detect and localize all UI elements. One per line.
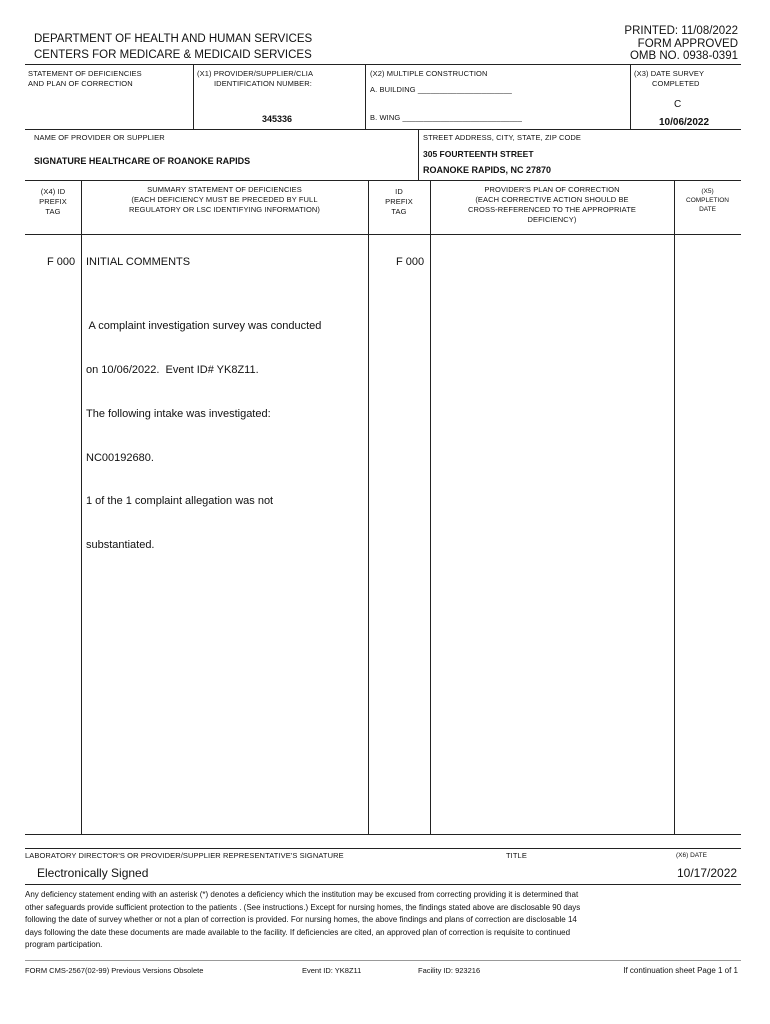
provider-row-bottom-line (25, 180, 741, 181)
summary-header-line: SUMMARY STATEMENT OF DEFICIENCIES (147, 185, 302, 194)
x4-header (25, 187, 81, 217)
provider-name-label: NAME OF PROVIDER OR SUPPLIER (34, 133, 165, 142)
provider-name: SIGNATURE HEALTHCARE OF ROANOKE RAPIDS (34, 156, 251, 166)
x2-label: (X2) MULTIPLE CONSTRUCTION (370, 69, 488, 78)
x1-label-2: IDENTIFICATION NUMBER: (214, 79, 312, 88)
date-label: (X6) DATE (676, 852, 707, 859)
divider-x1 (193, 64, 194, 129)
form-id: FORM CMS-2567(02-99) Previous Versions Obsolete (25, 966, 204, 975)
column-divider-2 (368, 180, 369, 835)
city-state-zip: ROANOKE RAPIDS, NC 27870 (423, 165, 552, 175)
statement-label-1: STATEMENT OF DEFICIENCIES (28, 69, 142, 78)
id-header-line: ID (395, 187, 403, 196)
signature-date: 10/17/2022 (677, 866, 738, 880)
x3-label-2: COMPLETED (652, 79, 700, 88)
column-divider-1 (81, 180, 82, 835)
plan-header-line: PROVIDER'S PLAN OF CORRECTION (484, 185, 620, 194)
signature-bottom-line (25, 884, 741, 885)
entry-line: A complaint investigation survey was conducted (86, 320, 322, 333)
disclaimer-line: program participation. (25, 940, 103, 949)
omb-number: OMB NO. 0938-0391 (629, 50, 738, 62)
table-bottom-line (25, 834, 741, 835)
top-border (25, 64, 741, 65)
survey-code: C (674, 99, 682, 110)
plan-header (430, 185, 674, 225)
entry-line: substantiated. (86, 539, 155, 552)
printed-date: PRINTED: 11/08/2022 (624, 25, 738, 37)
x3-label: (X3) DATE SURVEY (634, 69, 705, 78)
event-id: Event ID: YK8Z11 (302, 966, 362, 975)
x4-header-line: PREFIX (39, 197, 67, 206)
disclaimer-line: Any deficiency statement ending with an asterisk (*) denotes a deficiency which the institution may be excused from correcting providing it is determined that (25, 890, 579, 899)
x4-header-line: TAG (45, 207, 61, 216)
x5-header-line: COMPLETION (686, 197, 729, 204)
summary-header-line: (EACH DEFICIENCY MUST BE PRECEDED BY FULL (131, 195, 318, 204)
title-label: TITLE (506, 851, 527, 860)
disclaimer (25, 889, 741, 952)
x5-header (674, 187, 741, 214)
facility-id: Facility ID: 923216 (418, 966, 481, 975)
wing-field: B. WING ____________________________ (370, 113, 523, 122)
centers-title: CENTERS FOR MEDICARE & MEDICAID SERVICES (34, 49, 312, 61)
deficiency-tag-left: F 000 (47, 256, 76, 268)
divider-provider-address (418, 129, 419, 180)
footer-line (25, 960, 741, 961)
entry-line: 1 of the 1 complaint allegation was not (86, 495, 274, 508)
statement-label-2: AND PLAN OF CORRECTION (28, 79, 133, 88)
provider-id-number: 345336 (262, 114, 293, 124)
disclaimer-line: other safeguards provide sufficient protection to the patients . (See instructions.) Except for nursing homes, the findings stated above are disclosable 90 days (25, 902, 581, 912)
disclaimer-line: days following the date these documents are made available to the facility. If deficiencies are cited, an approved plan of correction is requisite to continued (25, 927, 571, 937)
disclaimer-line: following the date of survey whether or not a plan of correction is provided. For nursing homes, the above findings and plans of correction are disclosable 14 (25, 915, 577, 924)
entry-body (86, 290, 321, 567)
signature-label: LABORATORY DIRECTOR'S OR PROVIDER/SUPPLIER REPRESENTATIVE'S SIGNATURE (25, 851, 344, 860)
page-indicator: If continuation sheet Page 1 of 1 (623, 966, 738, 975)
address-label: STREET ADDRESS, CITY, STATE, ZIP CODE (423, 133, 582, 142)
plan-header-line: DEFICIENCY) (527, 215, 577, 224)
survey-completed-date: 10/06/2022 (659, 117, 710, 128)
column-header-bottom-line (25, 234, 741, 235)
department-title: DEPARTMENT OF HEALTH AND HUMAN SERVICES (34, 33, 313, 45)
signature-top-line (25, 848, 741, 849)
plan-header-line: (EACH CORRECTIVE ACTION SHOULD BE (475, 195, 629, 204)
building-field: A. BUILDING ______________________ (370, 85, 512, 94)
summary-header (81, 185, 368, 215)
x5-header-line: (X5) (701, 188, 714, 195)
divider-x3 (630, 64, 631, 129)
summary-header-line: REGULATORY OR LSC IDENTIFYING INFORMATION) (128, 205, 321, 214)
top-box-bottom-line (25, 129, 741, 130)
id-header-line: PREFIX (385, 197, 413, 206)
street-address: 305 FOURTEENTH STREET (423, 149, 534, 159)
x1-label: (X1) PROVIDER/SUPPLIER/CLIA (197, 69, 314, 78)
column-divider-3 (430, 180, 431, 835)
entry-title: INITIAL COMMENTS (86, 256, 191, 268)
deficiency-tag-right: F 000 (396, 256, 425, 268)
signature-value: Electronically Signed (37, 866, 149, 880)
divider-x2 (365, 64, 366, 129)
plan-header-line: CROSS-REFERENCED TO THE APPROPRIATE (468, 205, 636, 214)
x4-header-line: (X4) ID (40, 187, 66, 196)
entry-line: NC00192680. (86, 451, 154, 464)
entry-line: on 10/06/2022. Event ID# YK8Z11. (86, 363, 259, 376)
column-divider-4 (674, 180, 675, 835)
id-prefix-header (368, 187, 430, 217)
x5-header-line: DATE (699, 206, 716, 213)
id-header-line: TAG (391, 207, 407, 216)
entry-line: The following intake was investigated: (86, 407, 271, 420)
form-approved: FORM APPROVED (637, 38, 738, 50)
